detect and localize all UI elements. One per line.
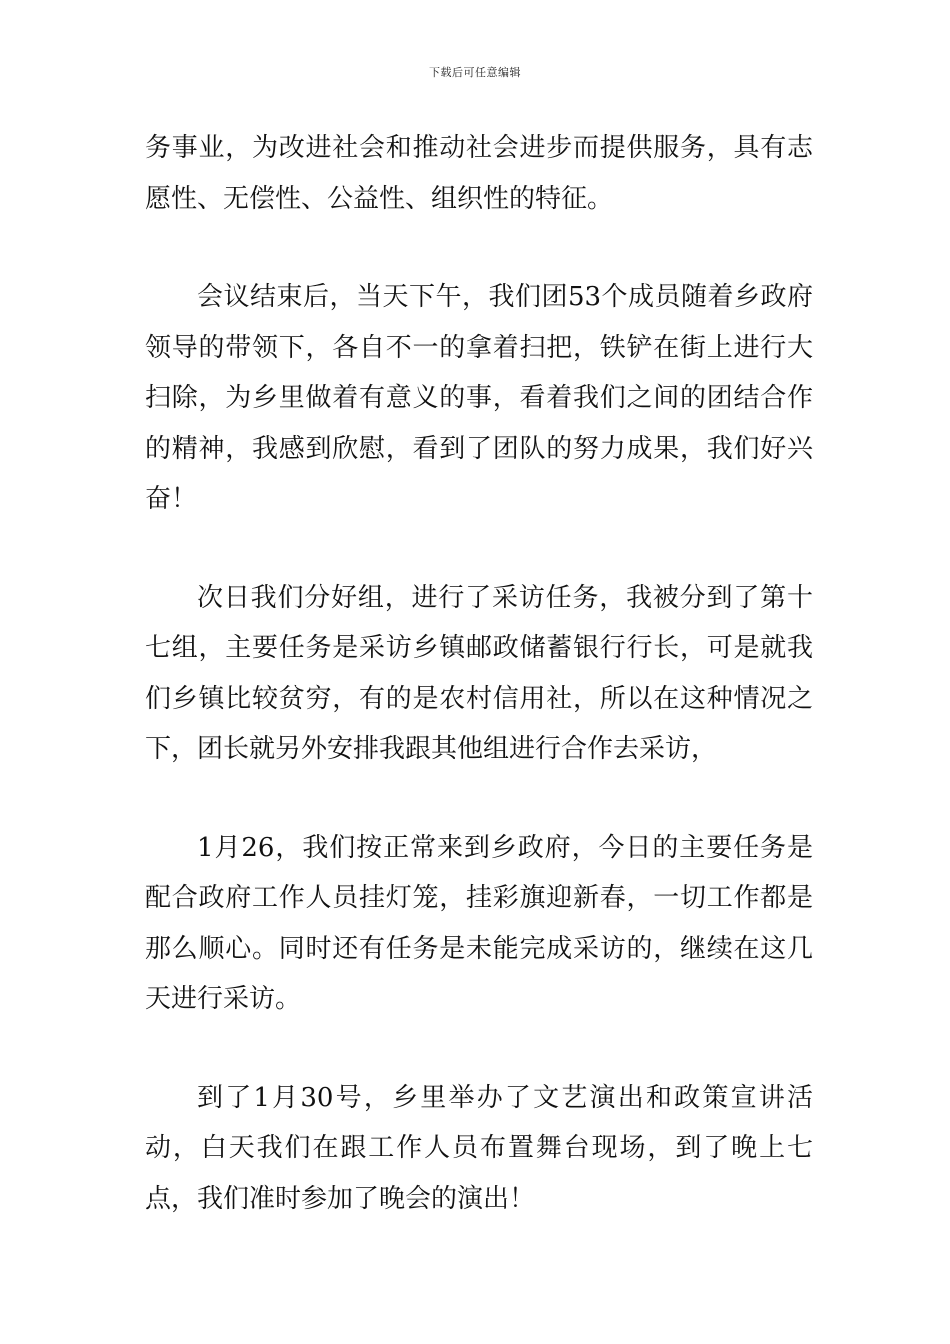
paragraph-continuation: 务事业，为改进社会和推动社会进步而提供服务，具有志愿性、无偿性、公益性、组织性的特征。 [145,133,813,214]
paragraph-cleanup: 会议结束后，当天下午，我们团53个成员随着乡政府领导的带领下，各自不一的拿着扫把，铁铲在街上进行大扫除，为乡里做着有意义的事，看着我们之间的团结合作的精神，我感到欣慰，看到了团队的努力成果，我们好兴奋！ [145,282,813,514]
document-body [145,123,813,1224]
paragraph-lanterns: 1月26，我们按正常来到乡政府，今日的主要任务是配合政府工作人员挂灯笼，挂彩旗迎新春，一切工作都是那么顺心。同时还有任务是未能完成采访的，继续在这几天进行采访。 [145,832,813,1014]
paragraph-interview: 次日我们分好组，进行了采访任务，我被分到了第十七组，主要任务是采访乡镇邮政储蓄银行行长，可是就我们乡镇比较贫穷，有的是农村信用社，所以在这种情况之下，团长就另外安排我跟其他组进行合作去采访， [145,582,813,764]
paragraph-performance: 到了1月30号，乡里举办了文艺演出和政策宣讲活动，白天我们在跟工作人员布置舞台现场，到了晚上七点，我们准时参加了晚会的演出！ [145,1082,813,1214]
header-note: 下载后可任意编辑 [429,66,521,79]
